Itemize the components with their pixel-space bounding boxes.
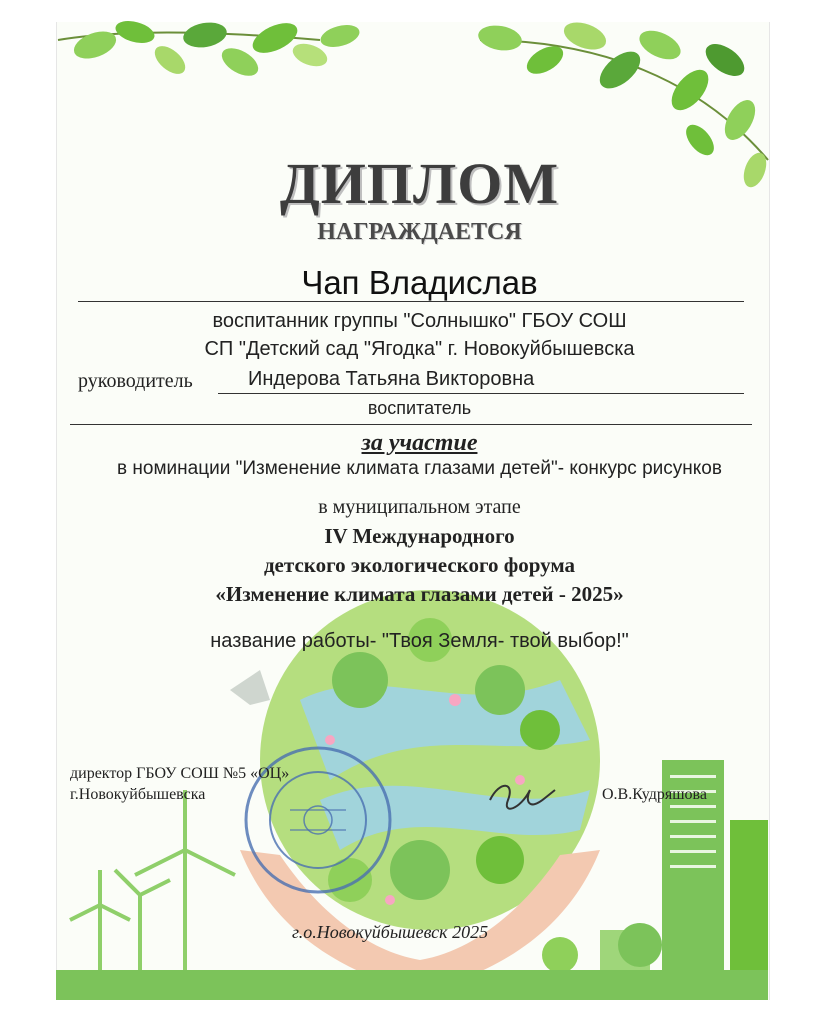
forum-line-3: «Изменение климата глазами детей - 2025» — [215, 582, 624, 606]
supervisor-role: воспитатель — [367, 398, 472, 418]
recipient-line-1: воспитанник группы "Солнышко" ГБОУ СОШ — [212, 310, 627, 332]
nomination-text: в номинации "Изменение климата глазами детей"- конкурс рисунков — [117, 458, 722, 479]
diploma-title: ДИПЛОМ — [279, 151, 560, 216]
director-name: О.В.Кудряшова — [602, 786, 707, 803]
work-title: название работы- "Твоя Земля- твой выбор!" — [210, 630, 629, 652]
director-line-1: директор ГБОУ СОШ №5 «ОЦ» — [70, 765, 290, 782]
supervisor-name: Индерова Татьяна Викторовна — [248, 368, 535, 390]
stage-text: в муниципальном этапе — [318, 496, 521, 518]
recipient-line-2: СП "Детский сад "Ягодка" г. Новокуйбышевска — [204, 338, 635, 360]
supervisor-underline — [218, 393, 744, 394]
place-year: г.о.Новокуйбышевск 2025 — [292, 922, 489, 942]
forum-line-1: IV Международного — [324, 524, 515, 548]
name-underline — [78, 301, 744, 302]
director-line-2: г.Новокуйбышевска — [70, 786, 206, 803]
supervisor-label: руководитель — [78, 370, 193, 392]
forum-line-2: детского экологического форума — [263, 553, 576, 577]
award-for: за участие — [361, 430, 478, 456]
ground-strip — [56, 970, 768, 1000]
leaves-top-left-icon — [58, 17, 362, 82]
role-underline — [70, 424, 752, 425]
wind-turbine-icon — [70, 790, 235, 990]
awarded-heading: НАГРАЖДАЕТСЯ — [317, 219, 522, 245]
recipient-name: Чап Владислав — [301, 264, 538, 301]
